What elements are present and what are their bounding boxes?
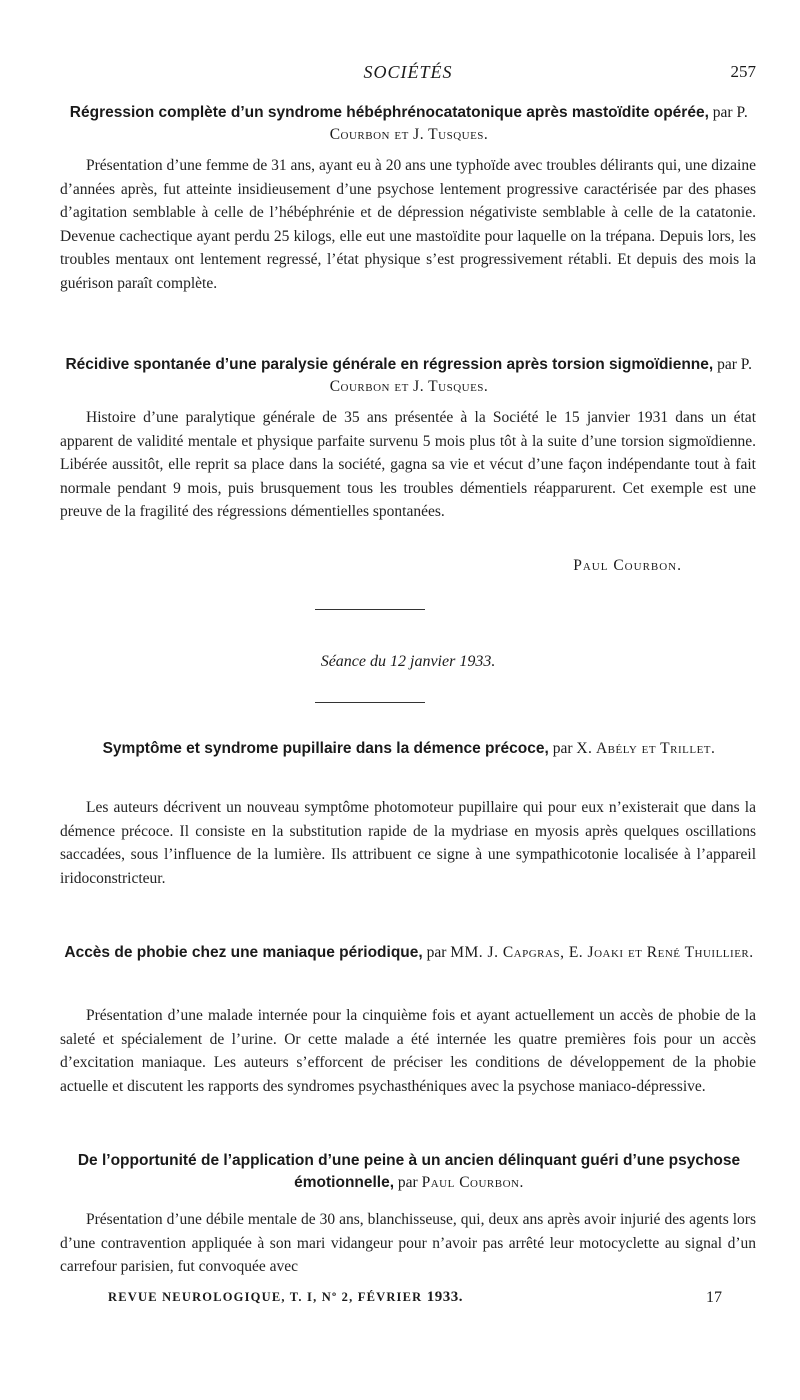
section-1-title: Régression complète d’un syndrome hébéphrénocatatonique après mastoïdite opérée,: [69, 104, 709, 121]
section-2-signature: Paul Courbon.: [573, 557, 682, 574]
page-footer: [108, 1289, 722, 1313]
section-1-authors: P. Courbon et J. Tusques.: [329, 104, 749, 143]
section-2-authors: P. Courbon et J. Tusques.: [329, 356, 753, 395]
section-2-title: Récidive spontanée d’une paralysie générale en régression après torsion sigmoïdienne,: [65, 356, 714, 373]
section-5-body: Présentation d’une débile mentale de 30 ans, blanchisseuse, qui, deux ans après avoir injurié des agents lors d’une contravention appliquée à son mari vidangeur pour n’avoir pas arrêté leur motocyclette au signal d’un carrefour parisien, fut convoquée avec: [60, 1211, 756, 1276]
section-3-heading: [62, 738, 756, 760]
section-4-title: Accès de phobie chez une maniaque périodique,: [64, 944, 423, 961]
section-4-heading: [62, 942, 756, 964]
divider-rule-bottom: [315, 702, 425, 703]
section-2-body: Histoire d’une paralytique générale de 35 ans présentée à la Société le 15 janvier 1931 dans un état apparent de validité mentale et physique parfaite survenu 5 mois plus tôt à la suite d’une torsion sigmoïdienne. Libérée aussitôt, elle reprit sa place dans la société, gagna sa vie et vécut d’une façon indépendante tout à fait normale pendant 9 mois, puis brusquement tous les troubles démentiels réapparurent. Cet exemple est une preuve de la fragilité des régressions démentielles spontanées.: [60, 409, 756, 521]
section-2-heading: [62, 354, 756, 398]
footer-journal: [108, 1289, 463, 1306]
footer-year: 1933.: [426, 1289, 463, 1305]
running-head-title: SOCIÉTÉS: [363, 62, 453, 82]
section-1-heading: [62, 102, 756, 146]
section-4-authors: MM. J. Capgras, E. Joaki et René Thuillier.: [450, 944, 754, 961]
section-3-by: par: [548, 740, 577, 757]
section-3-authors: X. Abély et Trillet.: [576, 740, 716, 757]
section-5-authors: Paul Courbon.: [421, 1174, 524, 1191]
seance-date: Séance du 12 janvier 1933.: [320, 653, 496, 670]
section-4-by: par: [422, 944, 451, 961]
section-4-body: Présentation d’une malade internée pour la cinquième fois et ayant actuellement un accès de phobie de la saleté et spécialement de l’urine. Or cette malade a été internée les quatre premières fois pour un accès d’excitation maniaque. Les auteurs s’efforcent de préciser les conditions de développement de la phobie actuelle et discutent les rapports des syndromes psychasthéniques avec la psychose maniaco-dépressive.: [60, 1007, 756, 1095]
footer-signature: 17: [706, 1289, 722, 1306]
section-3-body: Les auteurs décrivent un nouveau symptôme photomoteur pupillaire qui pour eux n’existerait que dans la démence précoce. Il consiste en la substitution rapide de la mydriase en myosis après quelques oscillations saccadées, sous l’influence de la lumière. Ils attribuent ce signe à une sympathicotonie localisée à l’appareil iridoconstricteur.: [60, 799, 756, 887]
section-5-title: De l’opportunité de l’application d’une peine à un ancien délinquant guéri d’une psychose émotionnelle,: [77, 1152, 741, 1191]
section-1-body: Présentation d’une femme de 31 ans, ayant eu à 20 ans une typhoïde avec troubles délirants qui, une dizaine d’années après, fut atteinte insidieusement d’une psychose lentement progressive caractérisée par des phases d’agitation semblable à celle de l’hébéphrénie et de dépression négativiste semblable à celle de la catatonie. Devenue cachectique ayant perdu 25 kilogs, elle eut une mastoïdite pour laquelle on la trépana. Depuis lors, les troubles mentaux ont lentement regressé, l’état physique s’est progressivement rétabli. Et depuis des mois la guérison paraît complète.: [60, 157, 756, 292]
section-1-by: par: [708, 104, 737, 121]
page-number: 257: [730, 62, 756, 81]
section-3-title: Symptôme et syndrome pupillaire dans la démence précoce,: [102, 740, 549, 757]
divider-rule-top: [315, 609, 425, 610]
section-5-by: par: [394, 1174, 422, 1191]
section-2-by: par: [713, 356, 741, 373]
footer-journal-name: REVUE NEUROLOGIQUE, T. I, Nº 2, FÉVRIER: [108, 1290, 423, 1304]
running-head: [60, 62, 756, 86]
section-5-heading: [62, 1150, 756, 1194]
